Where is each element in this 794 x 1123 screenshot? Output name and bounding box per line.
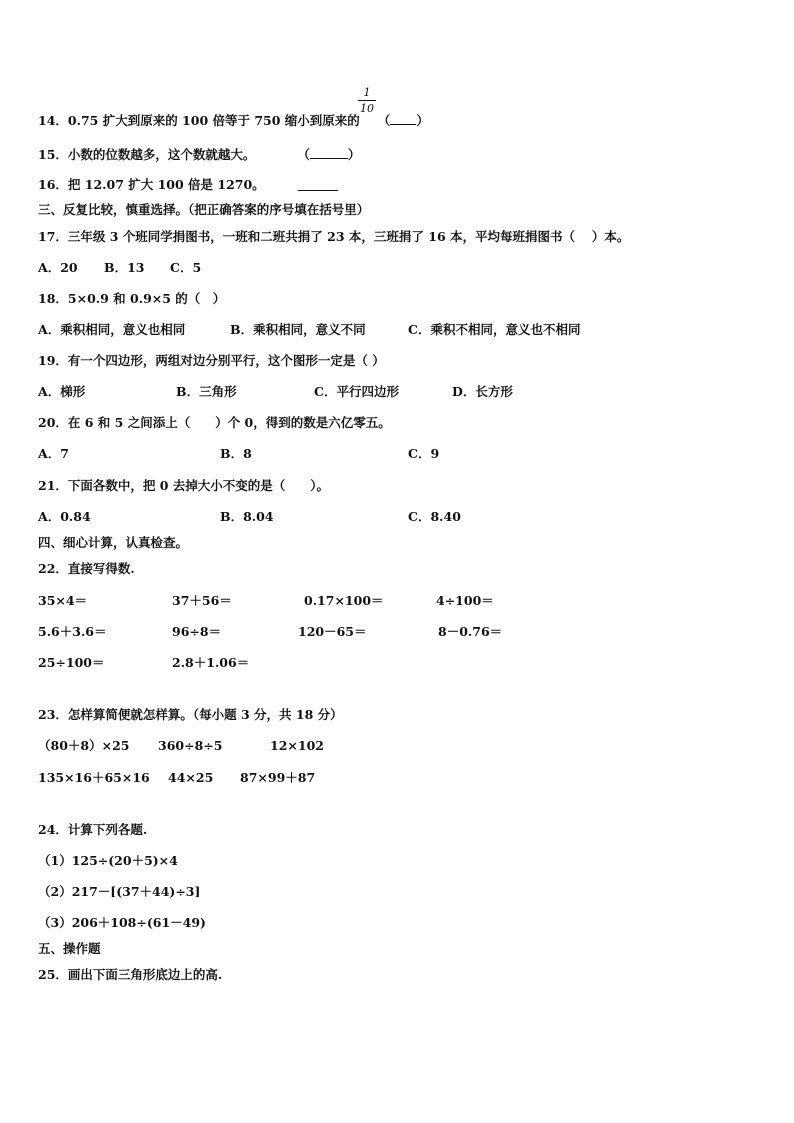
- section-4-heading: 四、细心计算，认真检查。: [38, 535, 189, 550]
- q17-option-a[interactable]: A．20: [38, 260, 78, 275]
- calc-item: （80＋8）×25: [38, 738, 130, 753]
- calc-item: 120－65＝: [298, 624, 367, 639]
- question-15: [38, 146, 360, 163]
- q20-option-c[interactable]: C．9: [408, 446, 440, 461]
- calc-item: 87×99＋87: [240, 770, 316, 785]
- fraction-bar: [358, 100, 376, 101]
- question-15-paren-open: （: [297, 147, 310, 162]
- question-15-paren-close: ）: [347, 147, 361, 162]
- calc-item: 44×25: [168, 770, 214, 785]
- question-23: 23．怎样算简便就怎样算。（每小题 3 分，共 18 分）: [38, 707, 343, 722]
- calc-item: 96÷8＝: [172, 624, 222, 639]
- calc-item: 0.17×100＝: [304, 593, 384, 608]
- q19-option-d[interactable]: D．长方形: [452, 384, 513, 399]
- q21-option-b[interactable]: B．8.04: [220, 509, 274, 524]
- q19-option-a[interactable]: A．梯形: [38, 384, 86, 399]
- calc-item: （2）217－[(37＋44)÷3]: [38, 884, 201, 899]
- section-5-heading: 五、操作题: [38, 941, 101, 956]
- question-17: 17．三年级 3 个班同学捐图书，一班和二班共捐了 23 本，三班捐了 16 本，平均每班捐图书（ ）本。: [38, 229, 630, 244]
- question-21: 21．下面各数中，把 0 去掉大小不变的是（ ）。: [38, 478, 330, 493]
- question-19: 19．有一个四边形，两组对边分别平行，这个图形一定是（ ）: [38, 353, 385, 368]
- answer-blank[interactable]: [298, 189, 338, 191]
- question-22: 22．直接写得数.: [38, 561, 135, 576]
- question-16: [38, 177, 265, 193]
- question-24: 24．计算下列各题.: [38, 822, 148, 837]
- calc-item: 5.6＋3.6＝: [38, 624, 107, 639]
- calc-item: 37＋56＝: [172, 593, 232, 608]
- calc-item: （3）206＋108÷(61－49): [38, 915, 206, 930]
- q17-option-b[interactable]: B．13: [104, 260, 145, 275]
- q18-option-a[interactable]: A．乘积相同，意义也相同: [38, 322, 186, 337]
- fraction-numerator: 1: [363, 86, 371, 99]
- question-14-paren-open: （: [377, 113, 391, 128]
- fraction-denominator: 10: [360, 102, 374, 115]
- calc-item: 25÷100＝: [38, 655, 105, 670]
- q17-option-c[interactable]: C．5: [170, 260, 202, 275]
- question-25: 25．画出下面三角形底边上的高.: [38, 967, 223, 982]
- calc-item: 8－0.76＝: [438, 624, 503, 639]
- calc-item: 135×16＋65×16: [38, 770, 150, 785]
- calc-item: 35×4＝: [38, 593, 88, 608]
- question-16-text: 16．把 12.07 扩大 100 倍是 1270。: [38, 177, 265, 192]
- calc-item: 2.8＋1.06＝: [172, 655, 250, 670]
- q18-option-b[interactable]: B．乘积相同，意义不同: [230, 322, 366, 337]
- question-20: 20．在 6 和 5 之间添上（ ）个 0，得到的数是六亿零五。: [38, 415, 391, 430]
- answer-blank[interactable]: [310, 146, 348, 159]
- q19-option-b[interactable]: B．三角形: [176, 384, 237, 399]
- calc-item: 360÷8÷5: [158, 738, 223, 753]
- section-3-heading: 三、反复比较，慎重选择。（把正确答案的序号填在括号里）: [38, 202, 370, 217]
- q21-option-a[interactable]: A．0.84: [38, 509, 91, 524]
- q21-option-c[interactable]: C．8.40: [408, 509, 461, 524]
- calc-item: 4÷100＝: [436, 593, 494, 608]
- calc-item: 12×102: [270, 738, 324, 753]
- question-18: 18．5×0.9 和 0.9×5 的（ ）: [38, 291, 226, 306]
- question-15-text: 15．小数的位数越多，这个数就越大。: [38, 147, 256, 162]
- fraction-one-tenth: [358, 86, 376, 115]
- question-14-text: 14．0.75 扩大到原来的 100 倍等于 750 缩小到原来的: [38, 113, 360, 128]
- q20-option-a[interactable]: A．7: [38, 446, 69, 461]
- q18-option-c[interactable]: C．乘积不相同，意义也不相同: [408, 322, 581, 337]
- answer-blank[interactable]: [390, 112, 416, 125]
- calc-item: （1）125÷(20＋5)×4: [38, 853, 178, 868]
- q20-option-b[interactable]: B．8: [220, 446, 252, 461]
- q19-option-c[interactable]: C．平行四边形: [314, 384, 399, 399]
- question-14-paren-close: ）: [416, 113, 429, 128]
- question-14: [38, 112, 429, 129]
